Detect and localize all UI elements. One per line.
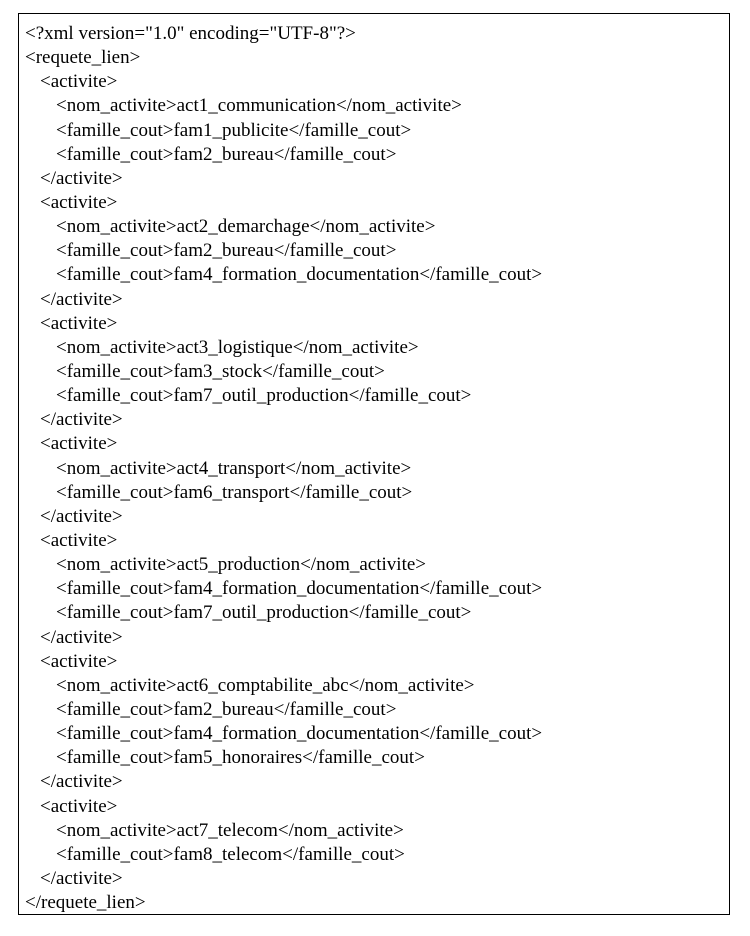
xml-line: <famille_cout>fam4_formation_documentation</famille_cout> (56, 723, 543, 745)
xml-line: <nom_activite>act5_production</nom_activite> (56, 554, 426, 576)
xml-line: <?xml version="1.0" encoding="UTF-8"?> (25, 23, 356, 44)
xml-line: </activite> (40, 867, 123, 889)
xml-line: <famille_cout>fam7_outil_production</famille_cout> (56, 385, 472, 407)
xml-line: <famille_cout>fam2_bureau</famille_cout> (56, 698, 397, 720)
xml-line: <famille_cout>fam2_bureau</famille_cout> (56, 143, 397, 165)
xml-line: <activite> (40, 312, 118, 334)
xml-line: </activite> (40, 626, 123, 648)
xml-line: <requete_lien> (25, 47, 141, 69)
xml-line: <nom_activite>act6_comptabilite_abc</nom_activite> (56, 674, 475, 696)
xml-line: <activite> (40, 529, 118, 551)
xml-line: <activite> (40, 795, 118, 817)
xml-line: <famille_cout>fam1_publicite</famille_cout> (56, 119, 412, 141)
xml-line: </requete_lien> (25, 892, 146, 914)
xml-line: <activite> (40, 433, 118, 455)
xml-line: <nom_activite>act1_communication</nom_activite> (56, 95, 462, 117)
xml-line: <famille_cout>fam4_formation_documentation</famille_cout> (56, 578, 543, 600)
xml-line: <nom_activite>act3_logistique</nom_activite> (56, 336, 419, 358)
xml-line: </activite> (40, 409, 123, 431)
xml-line: </activite> (40, 505, 123, 527)
xml-line: <famille_cout>fam2_bureau</famille_cout> (56, 240, 397, 262)
xml-line: <famille_cout>fam8_telecom</famille_cout> (56, 843, 405, 865)
xml-line: </activite> (40, 771, 123, 793)
xml-line: <activite> (40, 191, 118, 213)
xml-line: <nom_activite>act7_telecom</nom_activite> (56, 819, 404, 841)
xml-line: <famille_cout>fam7_outil_production</famille_cout> (56, 602, 472, 624)
xml-line: <activite> (40, 71, 118, 93)
xml-line: </activite> (40, 167, 123, 189)
xml-line: <nom_activite>act2_demarchage</nom_activite> (56, 216, 436, 238)
xml-line: <famille_cout>fam6_transport</famille_cout> (56, 481, 413, 503)
xml-line: <famille_cout>fam4_formation_documentation</famille_cout> (56, 264, 543, 286)
xml-line: <famille_cout>fam5_honoraires</famille_cout> (56, 747, 425, 769)
xml-line: <famille_cout>fam3_stock</famille_cout> (56, 360, 385, 382)
xml-document-frame (18, 13, 730, 915)
xml-code-block (25, 22, 542, 915)
xml-line: <nom_activite>act4_transport</nom_activite> (56, 457, 412, 479)
xml-line: </activite> (40, 288, 123, 310)
xml-line: <activite> (40, 650, 118, 672)
